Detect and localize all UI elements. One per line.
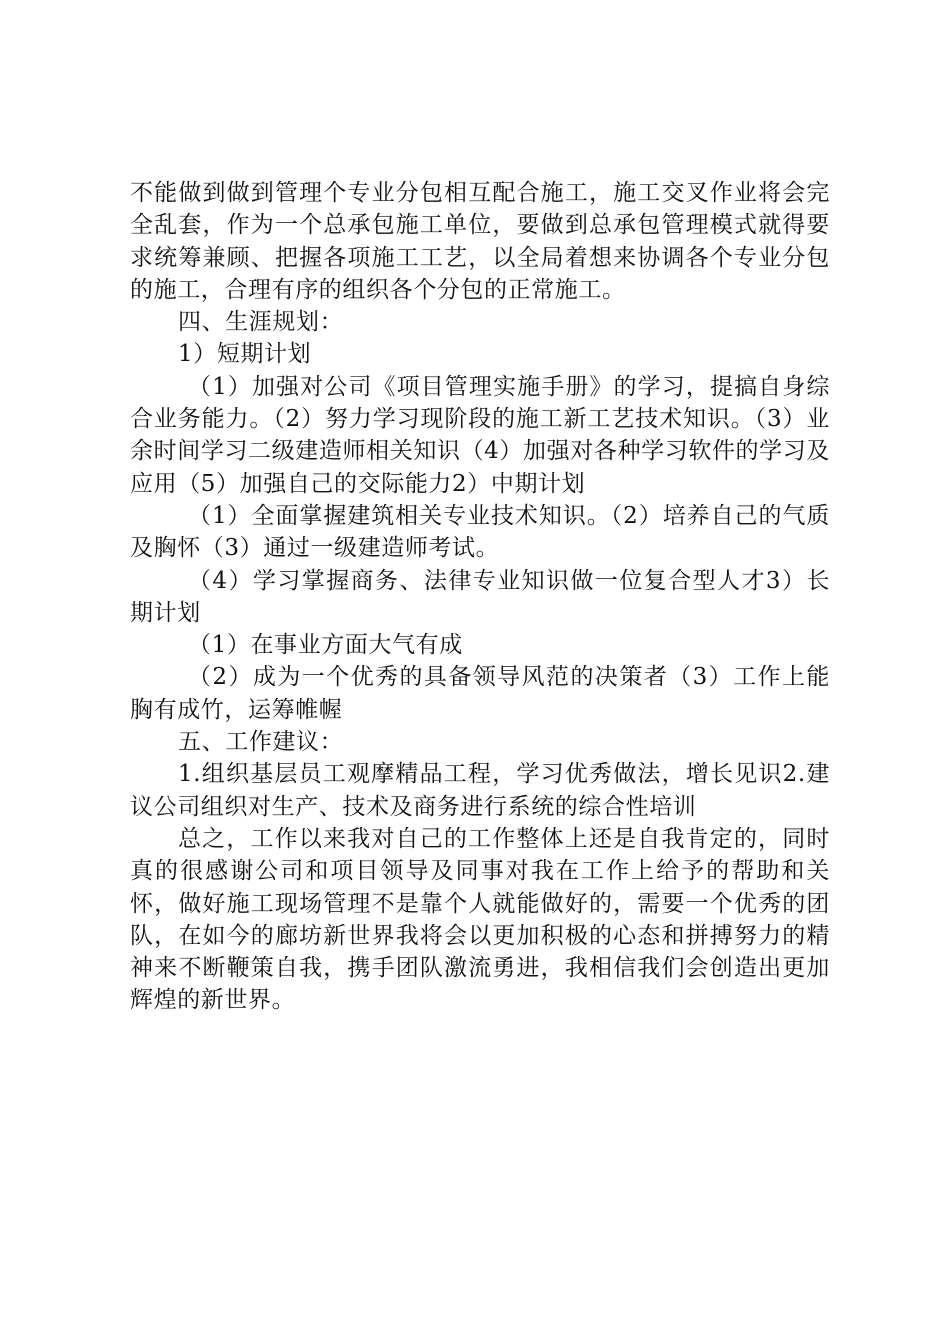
paragraph-conclusion: 总之，工作以来我对自己的工作整体上还是自我肯定的，同时真的很感谢公司和项目领导及同事对我在工作上给予的帮助和关怀，做好施工现场管理不是靠个人就能做好的，需要一个优秀的团队，在如今的廊坊新世界我将会以更加积极的心态和拼搏努力的精神来不断鞭策自我，携手团队激流勇进，我相信我们会创造出更加辉煌的新世界。: [130, 825, 830, 1014]
paragraph-long-term-item-1: （1）在事业方面大气有成: [188, 632, 463, 659]
paragraph-continuation: 不能做到做到管理个专业分包相互配合施工，施工交叉作业将会完全乱套，作为一个总承包施工单位，要做到总承包管理模式就得要求统筹兼顾、把握各项施工工艺，以全局着想来协调各个专业分包的施工，合理有序的组织各个分包的正常施工。: [130, 180, 830, 303]
heading-work-suggestions: 五、工作建议：: [178, 729, 344, 756]
document-body: [130, 177, 830, 1017]
paragraph-suggestions: 1.组织基层员工观摩精品工程，学习优秀做法，增长见识2.建议公司组织对生产、技术及商务进行系统的综合性培训: [130, 761, 830, 820]
paragraph-mid-term-item-4: （4）学习掌握商务、法律专业知识做一位复合型人才3）长期计划: [130, 567, 830, 626]
subheading-short-term-plan: 1）短期计划: [178, 341, 312, 368]
heading-career-plan: 四、生涯规划：: [178, 309, 344, 336]
paragraph-short-term-items: （1）加强对公司《项目管理实施手册》的学习，提搞自身综合业务能力。（2）努力学习现阶段的施工新工艺技术知识。（3）业余时间学习二级建造师相关知识（4）加强对各种学习软件的学习及应用（5）加强自己的交际能力2）中期计划: [130, 373, 830, 497]
paragraph-long-term-items: （2）成为一个优秀的具备领导风范的决策者（3）工作上能胸有成竹，运筹帷幄: [130, 664, 830, 723]
paragraph-mid-term-items: （1）全面掌握建筑相关专业技术知识。（2）培养自己的气质及胸怀（3）通过一级建造师考试。: [130, 502, 830, 562]
